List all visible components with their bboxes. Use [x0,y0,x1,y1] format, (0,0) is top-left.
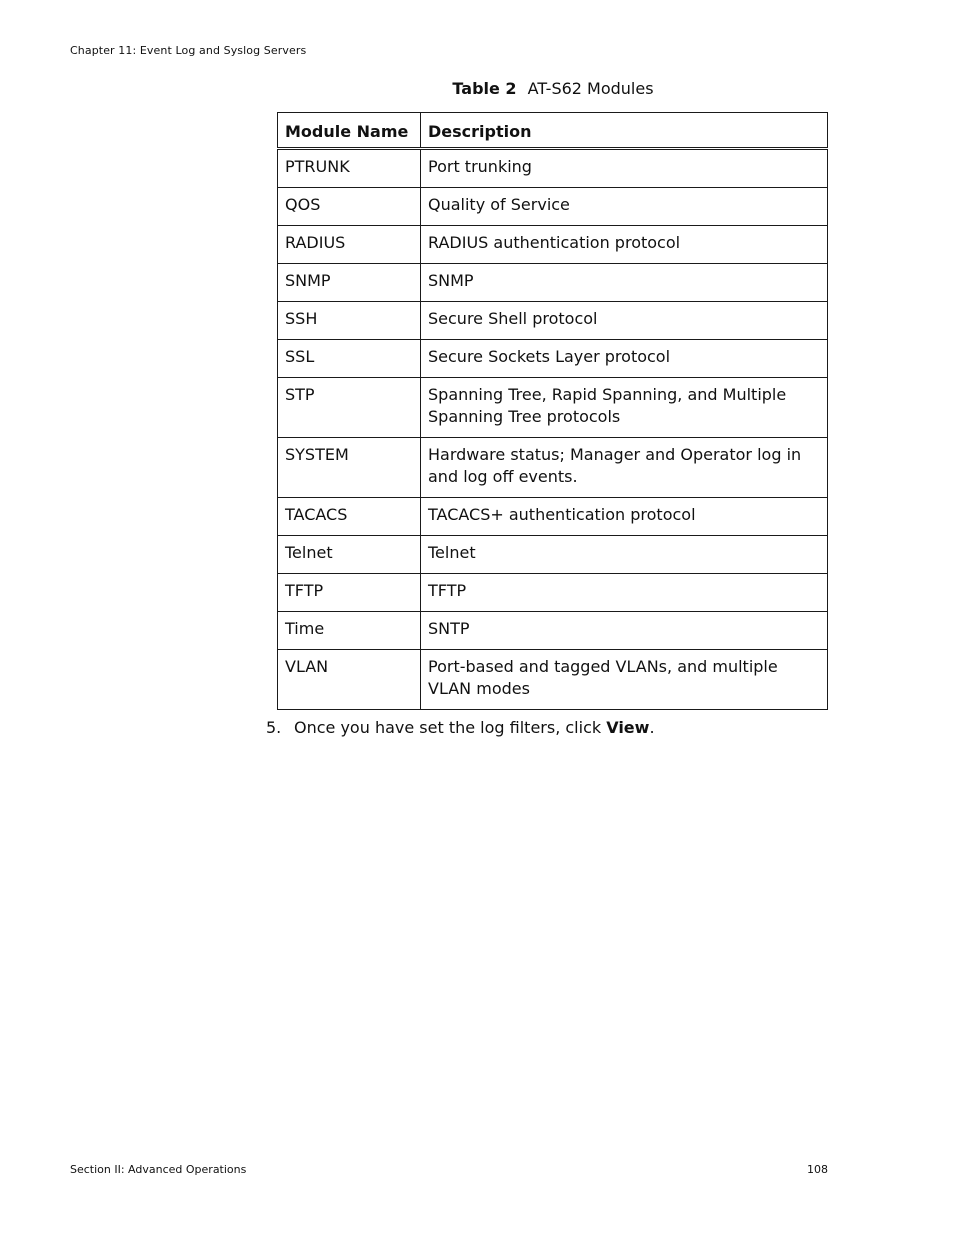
step-text: Once you have set the log filters, click [294,718,607,737]
description-cell: SNTP [421,612,828,650]
description-cell: Spanning Tree, Rapid Spanning, and Multiple Spanning Tree protocols [421,378,828,438]
modules-table [277,112,828,710]
module-name-cell: SYSTEM [278,438,421,498]
module-name-cell: SSH [278,302,421,340]
page-number: 108 [807,1163,828,1176]
description-cell: Port trunking [421,149,828,188]
description-cell: Port-based and tagged VLANs, and multiple VLAN modes [421,650,828,710]
description-cell: Quality of Service [421,188,828,226]
running-header: Chapter 11: Event Log and Syslog Servers [70,44,307,57]
description-cell: Secure Sockets Layer protocol [421,340,828,378]
footer-section: Section II: Advanced Operations [70,1163,247,1176]
description-cell: SNMP [421,264,828,302]
column-header-module-name: Module Name [278,113,421,149]
table-row [278,574,828,612]
table-row [278,378,828,438]
procedure-step [266,718,655,737]
table-row [278,438,828,498]
module-name-cell: PTRUNK [278,149,421,188]
table-caption-title: AT-S62 Modules [527,79,654,98]
table-row [278,340,828,378]
table-row [278,302,828,340]
table-caption [278,79,828,98]
module-name-cell: Time [278,612,421,650]
table-row [278,650,828,710]
module-name-cell: TFTP [278,574,421,612]
step-end: . [649,718,655,737]
description-cell: TFTP [421,574,828,612]
description-cell: Secure Shell protocol [421,302,828,340]
module-name-cell: TACACS [278,498,421,536]
table-row [278,536,828,574]
description-cell: Hardware status; Manager and Operator log in and log off events. [421,438,828,498]
table-caption-label: Table 2 [452,79,517,98]
module-name-cell: QOS [278,188,421,226]
step-emphasis-view: View [606,718,650,737]
module-name-cell: RADIUS [278,226,421,264]
module-name-cell: SNMP [278,264,421,302]
table-header-row [278,113,828,149]
table-row [278,188,828,226]
module-name-cell: Telnet [278,536,421,574]
table-row [278,149,828,188]
description-cell: TACACS+ authentication protocol [421,498,828,536]
table-row [278,612,828,650]
table-row [278,226,828,264]
description-cell: RADIUS authentication protocol [421,226,828,264]
step-number: 5. [266,718,282,737]
module-name-cell: VLAN [278,650,421,710]
column-header-description: Description [421,113,828,149]
module-name-cell: SSL [278,340,421,378]
module-name-cell: STP [278,378,421,438]
description-cell: Telnet [421,536,828,574]
table-row [278,264,828,302]
table-row [278,498,828,536]
